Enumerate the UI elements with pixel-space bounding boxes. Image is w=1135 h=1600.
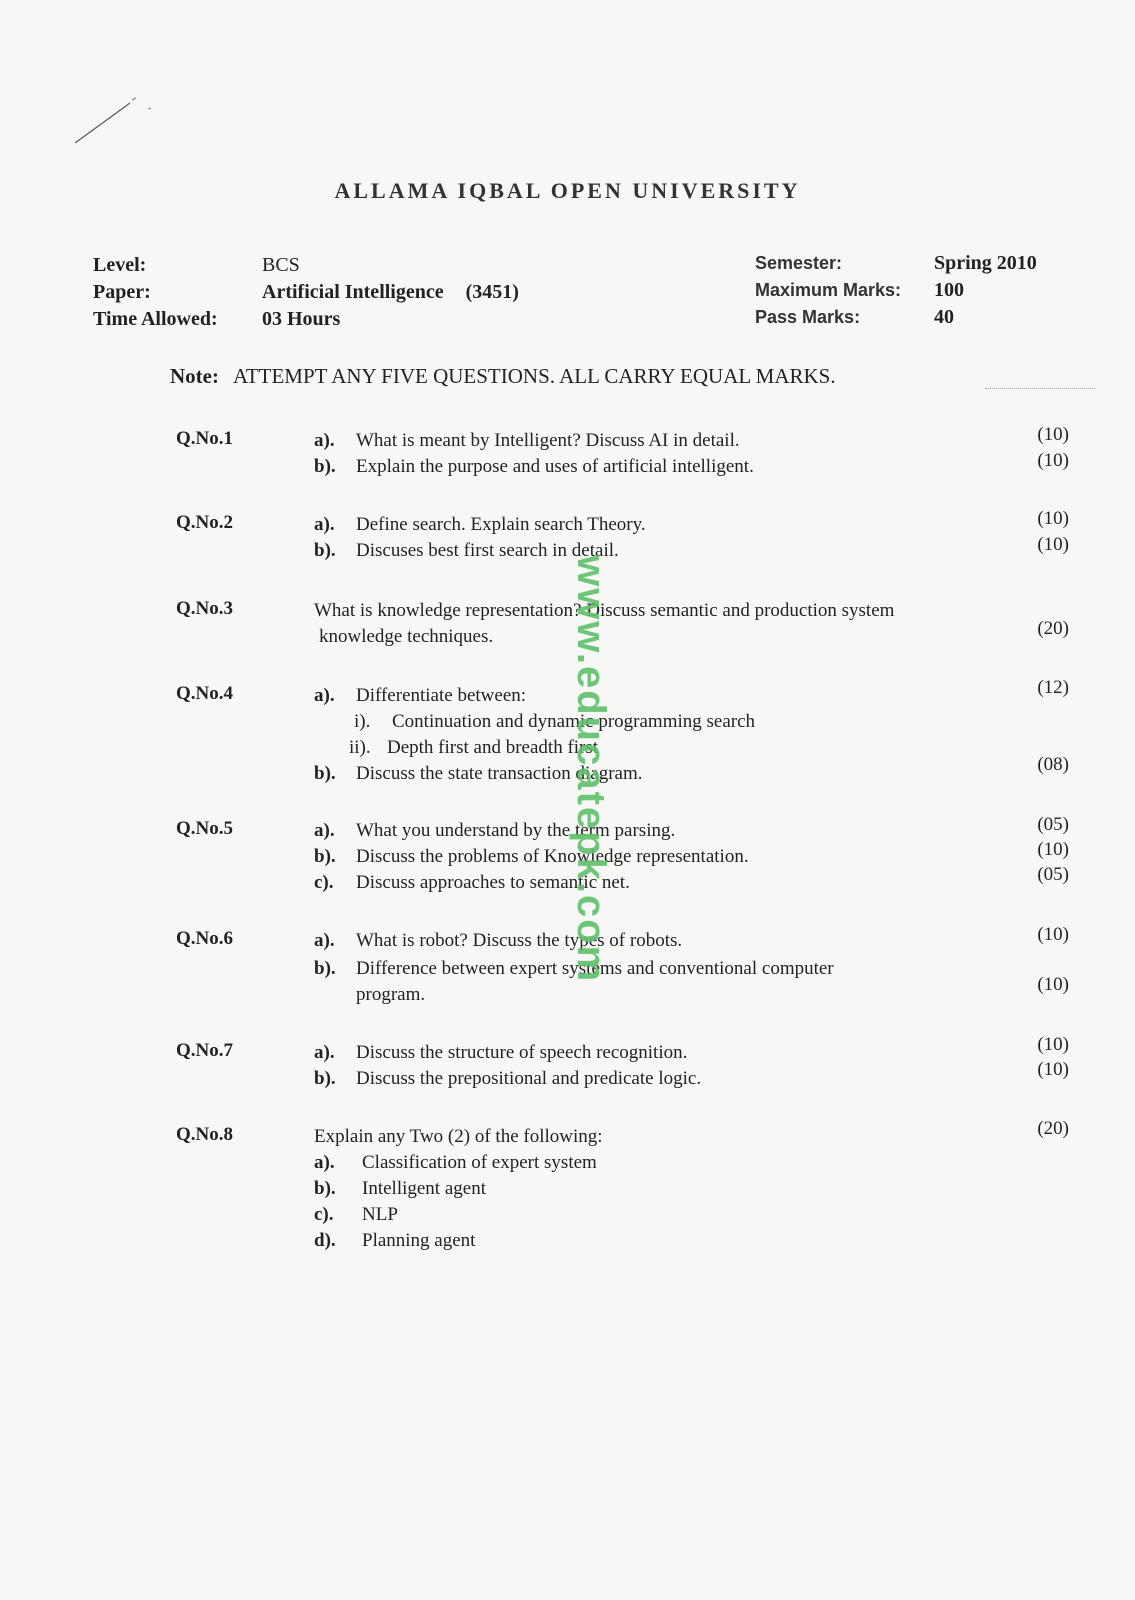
university-title: ALLAMA IQBAL OPEN UNIVERSITY (334, 178, 801, 203)
option-a: a). Classification of expert system (314, 1152, 597, 1173)
pass-marks-label: Pass Marks: (755, 307, 861, 327)
question-text: Explain any Two (2) of the following: (314, 1126, 603, 1147)
question-body (314, 1124, 1074, 1254)
question-text-line-2: knowledge techniques. (319, 626, 494, 647)
question-number: Q.No.2 (176, 512, 233, 533)
time-label: Time Allowed: (93, 308, 218, 330)
question-body (314, 428, 1074, 480)
marks: (10) (1037, 924, 1069, 945)
meta-labels-right (755, 250, 901, 331)
marks: (20) (1037, 1118, 1069, 1139)
marks: (10) (1037, 839, 1069, 860)
sub-part-i: i). Continuation and dynamic programming search (354, 711, 756, 732)
question-body (314, 1040, 1074, 1092)
dotted-divider (985, 388, 1095, 389)
part-b: b). Discuss the prepositional and predicate logic. (314, 1068, 702, 1089)
level-value: BCS (262, 254, 300, 276)
part-a: a). Differentiate between: (314, 685, 527, 706)
part-b: b). Discuses best first search in detail. (314, 540, 619, 561)
marks: (10) (1037, 424, 1069, 445)
question-body (314, 512, 1074, 564)
part-b: b). Discuss the state transaction diagram. (314, 763, 643, 784)
question-number: Q.No.3 (176, 598, 233, 619)
part-c: c). Discuss approaches to semantic net. (314, 872, 630, 893)
part-a: a). Discuss the structure of speech recognition. (314, 1042, 688, 1063)
paper-label: Paper: (93, 281, 151, 303)
marks: (10) (1037, 1034, 1069, 1055)
part-a: a). What is meant by Intelligent? Discuss AI in detail. (314, 430, 740, 451)
question-text-line-1: What is knowledge representation? Discuss semantic and production system (314, 600, 895, 621)
question-number: Q.No.6 (176, 928, 233, 949)
question-number: Q.No.5 (176, 818, 233, 839)
marks: (10) (1037, 508, 1069, 529)
note-text: ATTEMPT ANY FIVE QUESTIONS. ALL CARRY EQUAL MARKS. (232, 364, 836, 388)
meta-labels-left (93, 252, 218, 333)
semester-value: Spring 2010 (934, 252, 1037, 274)
marks: (10) (1037, 974, 1069, 995)
part-b: b). Discuss the problems of Knowledge representation. (314, 846, 749, 867)
marks: (10) (1037, 534, 1069, 555)
level-label: Level: (93, 254, 147, 276)
part-a: a). What you understand by the term parsing. (314, 820, 676, 841)
option-d: d). Planning agent (314, 1230, 476, 1251)
question-number: Q.No.1 (176, 428, 233, 449)
question-number: Q.No.7 (176, 1040, 233, 1061)
note-label: Note: (170, 364, 219, 388)
part-a: a). What is robot? Discuss the types of robots. (314, 930, 683, 951)
part-b: b). Explain the purpose and uses of artificial intelligent. (314, 456, 754, 477)
question-body (314, 598, 1074, 650)
sub-part-ii: ii). Depth first and breadth first (349, 737, 599, 758)
pen-mark-scribble (70, 95, 160, 155)
instructions-note (170, 364, 836, 389)
meta-values-left (262, 252, 519, 333)
meta-values-right (934, 250, 1037, 331)
marks: (05) (1037, 814, 1069, 835)
marks: (10) (1037, 450, 1069, 471)
paper-value (262, 279, 519, 306)
question-body (314, 683, 1074, 787)
part-a: a). Define search. Explain search Theory. (314, 514, 646, 535)
question-number: Q.No.4 (176, 683, 233, 704)
paper-code: (3451) (465, 281, 519, 303)
marks: (05) (1037, 864, 1069, 885)
marks: (08) (1037, 754, 1069, 775)
part-b: b). Difference between expert systems and conventional computer (314, 958, 834, 979)
marks: (10) (1037, 1059, 1069, 1080)
watermark: www.educatepk.com (569, 555, 613, 984)
part-b-continued: program. (356, 984, 426, 1005)
semester-label: Semester: (755, 253, 843, 273)
question-number: Q.No.8 (176, 1124, 233, 1145)
time-value: 03 Hours (262, 308, 341, 330)
max-marks-value: 100 (934, 279, 964, 301)
option-b: b). Intelligent agent (314, 1178, 486, 1199)
question-body (314, 928, 1074, 1008)
paper-name: Artificial Intelligence (262, 281, 444, 303)
marks: (20) (1037, 618, 1069, 639)
max-marks-label: Maximum Marks: (755, 280, 902, 300)
marks: (12) (1037, 677, 1069, 698)
option-c: c). NLP (314, 1204, 398, 1225)
question-body (314, 818, 1074, 896)
pass-marks-value: 40 (934, 306, 954, 328)
